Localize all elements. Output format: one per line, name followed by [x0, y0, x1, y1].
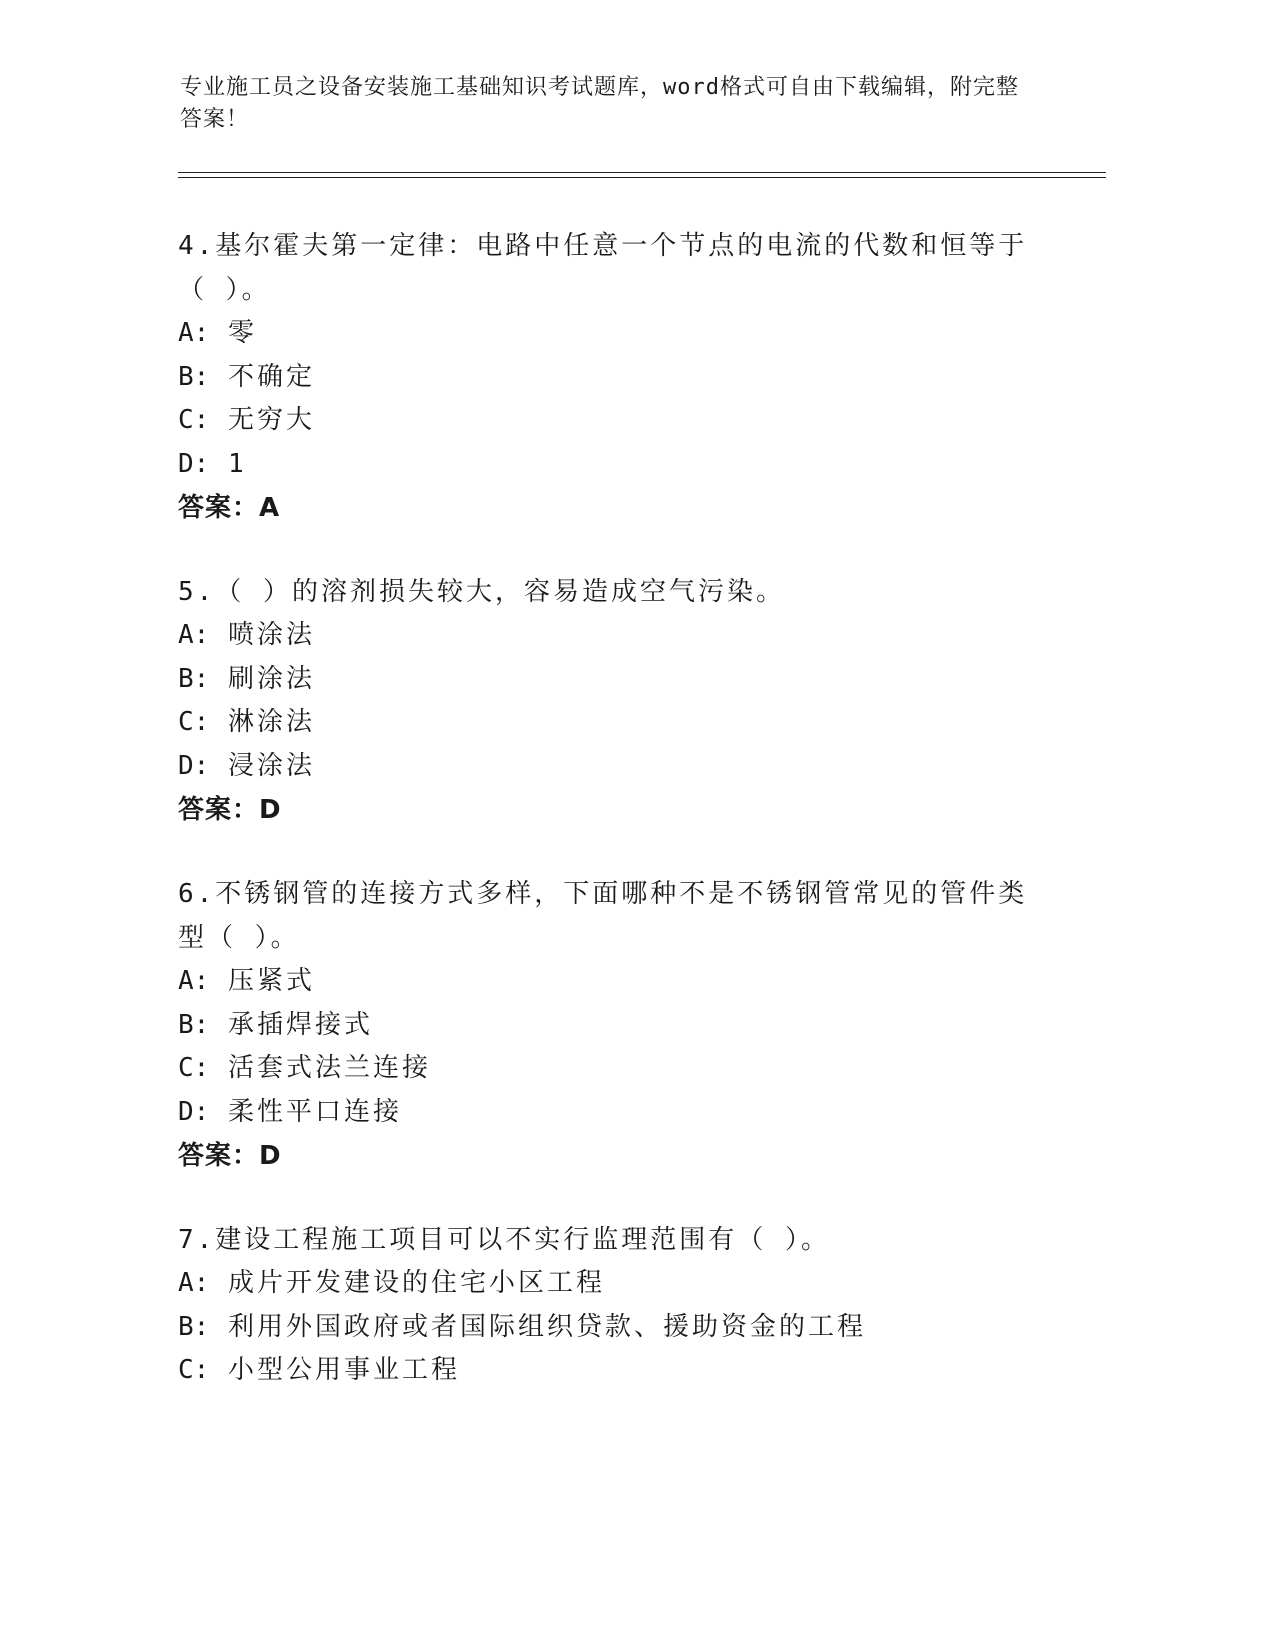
option-label: C:: [178, 405, 210, 435]
option-b: [178, 356, 1038, 400]
option-label: B:: [178, 1311, 210, 1342]
question-4: [178, 224, 1038, 530]
option-label: A:: [178, 318, 210, 348]
option-text: 成片开发建设的住宅小区工程: [227, 1268, 605, 1298]
option-a: [178, 312, 1038, 356]
option-b: [178, 658, 1038, 702]
option-a: [178, 1262, 1038, 1306]
option-d: [178, 745, 1038, 789]
question-stem: 6.不锈钢管的连接方式多样，下面哪种不是不锈钢管常见的管件类型（ ）。: [178, 879, 1028, 953]
option-label: A:: [178, 1268, 210, 1298]
option-text: 活套式法兰连接: [227, 1053, 431, 1083]
option-label: C:: [178, 1053, 210, 1083]
option-c: [178, 701, 1038, 745]
option-label: B:: [178, 663, 210, 694]
option-text: 小型公用事业工程: [227, 1355, 460, 1385]
option-text: 浸涂法: [227, 750, 315, 781]
option-text: 柔性平口连接: [227, 1096, 402, 1127]
option-text: 压紧式: [227, 966, 315, 996]
option-label: A:: [178, 620, 210, 650]
header-rule-bottom: [178, 177, 1106, 178]
option-b: [178, 1306, 1038, 1350]
document-header: 专业施工员之设备安装施工基础知识考试题库，word格式可自由下载编辑，附完整答案！: [180, 75, 1019, 132]
option-text: 无穷大: [227, 405, 315, 435]
question-5: [178, 570, 1038, 832]
question-6: [178, 872, 1038, 1178]
question-stem: 5.（ ）的溶剂损失较大，容易造成空气污染。: [178, 577, 785, 607]
question-stem: 4.基尔霍夫第一定律：电路中任意一个节点的电流的代数和恒等于（ ）。: [178, 231, 1028, 305]
option-c: [178, 1349, 1038, 1393]
answer-line: 答案：D: [178, 1141, 282, 1171]
option-text: 利用外国政府或者国际组织贷款、援助资金的工程: [227, 1311, 866, 1342]
answer-line: 答案：D: [178, 795, 282, 825]
question-7: [178, 1218, 1038, 1393]
option-text: 淋涂法: [227, 707, 315, 737]
option-label: D:: [178, 448, 210, 479]
option-label: C:: [178, 1355, 210, 1385]
option-label: D:: [178, 1096, 210, 1127]
option-label: A:: [178, 966, 210, 996]
option-text: 不确定: [227, 361, 315, 392]
option-label: B:: [178, 1009, 210, 1040]
option-text: 刷涂法: [227, 663, 315, 694]
option-text: 零: [227, 318, 257, 348]
header-rule-top: [178, 172, 1106, 173]
option-c: [178, 1047, 1038, 1091]
option-label: C:: [178, 707, 210, 737]
option-d: [178, 1091, 1038, 1135]
option-text: 1: [227, 448, 247, 479]
option-text: 喷涂法: [227, 620, 315, 650]
question-list: [178, 224, 1038, 1433]
question-stem: 7.建设工程施工项目可以不实行监理范围有（ ）。: [178, 1225, 830, 1255]
option-c: [178, 399, 1038, 443]
option-b: [178, 1004, 1038, 1048]
option-d: [178, 443, 1038, 487]
option-a: [178, 614, 1038, 658]
option-label: D:: [178, 750, 210, 781]
answer-line: 答案：A: [178, 493, 281, 523]
option-a: [178, 960, 1038, 1004]
option-text: 承插焊接式: [227, 1009, 373, 1040]
option-label: B:: [178, 361, 210, 392]
